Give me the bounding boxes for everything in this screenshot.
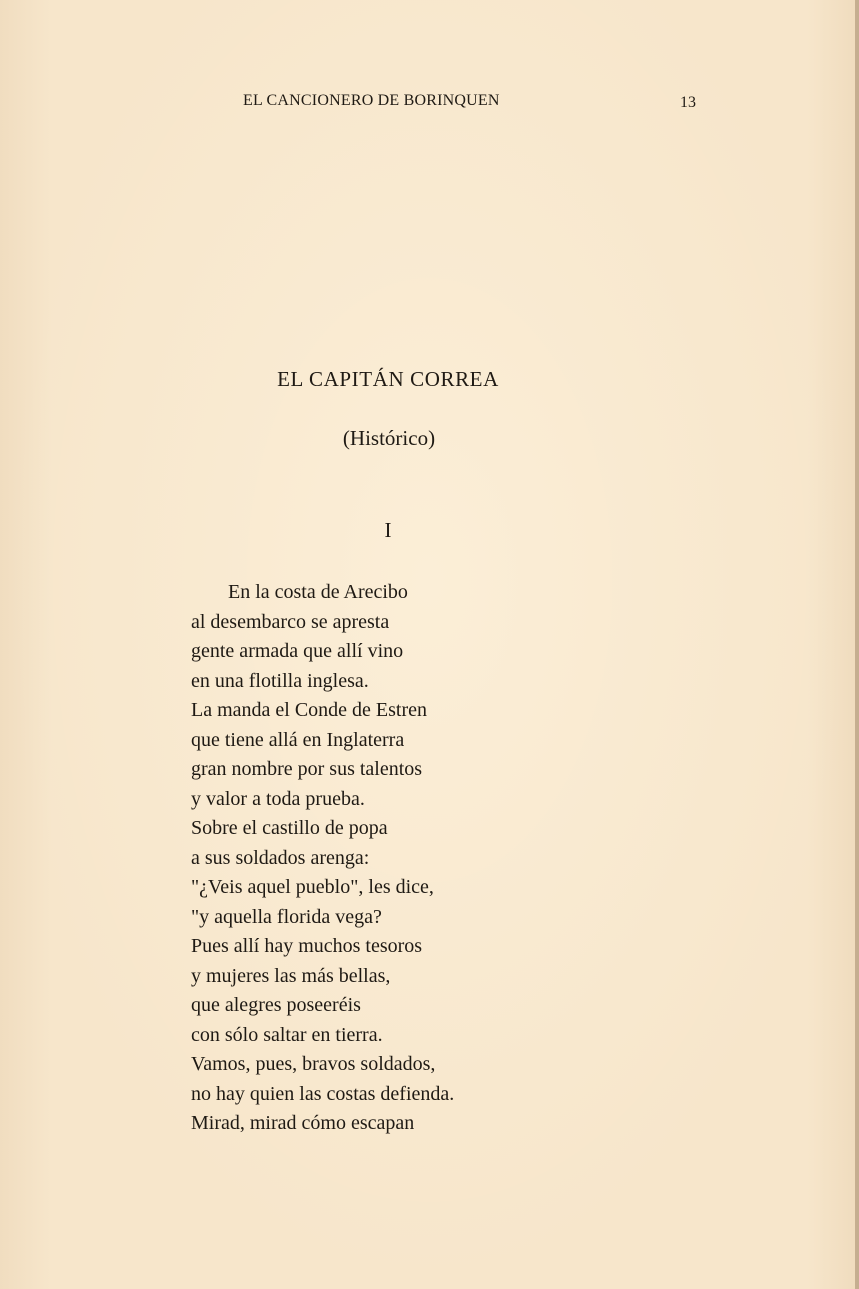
verse-line: a sus soldados arenga:	[191, 846, 370, 869]
verse-line: En la costa de Arecibo	[228, 581, 408, 603]
page-number: 13	[680, 94, 696, 111]
verse-line: Vamos, pues, bravos soldados,	[191, 1053, 436, 1075]
verse-line: en una flotilla inglesa.	[191, 669, 369, 692]
verse-line: Mirad, mirad cómo escapan	[191, 1112, 415, 1134]
verse-line: gran nombre por sus talentos	[191, 758, 423, 780]
verse-line: gente armada que allí vino	[191, 640, 404, 662]
verse-line: Pues allí hay muchos tesoros	[191, 935, 423, 957]
verse-line: y mujeres las más bellas,	[191, 964, 391, 987]
verse-line: "y aquella florida vega?	[191, 905, 382, 928]
poem-title: EL CAPITÁN CORREA	[277, 367, 499, 391]
section-number: I	[384, 518, 392, 542]
running-head: EL CANCIONERO DE BORINQUEN	[243, 92, 500, 109]
page-edge	[855, 0, 859, 1289]
verse-line: La manda el Conde de Estren	[191, 699, 428, 721]
verse-line: que alegres poseeréis	[191, 994, 361, 1016]
verse-line: que tiene allá en Inglaterra	[191, 728, 405, 751]
poem-verse	[191, 578, 454, 1139]
verse-line: al desembarco se apresta	[191, 610, 390, 633]
verse-line: no hay quien las costas defienda.	[191, 1082, 455, 1105]
verse-line: y valor a toda prueba.	[191, 787, 365, 810]
verse-line: Sobre el castillo de popa	[191, 817, 388, 839]
verse-line: "¿Veis aquel pueblo", les dice,	[191, 876, 434, 898]
poem-subtitle: (Histórico)	[342, 426, 436, 450]
verse-line: con sólo saltar en tierra.	[191, 1023, 383, 1046]
